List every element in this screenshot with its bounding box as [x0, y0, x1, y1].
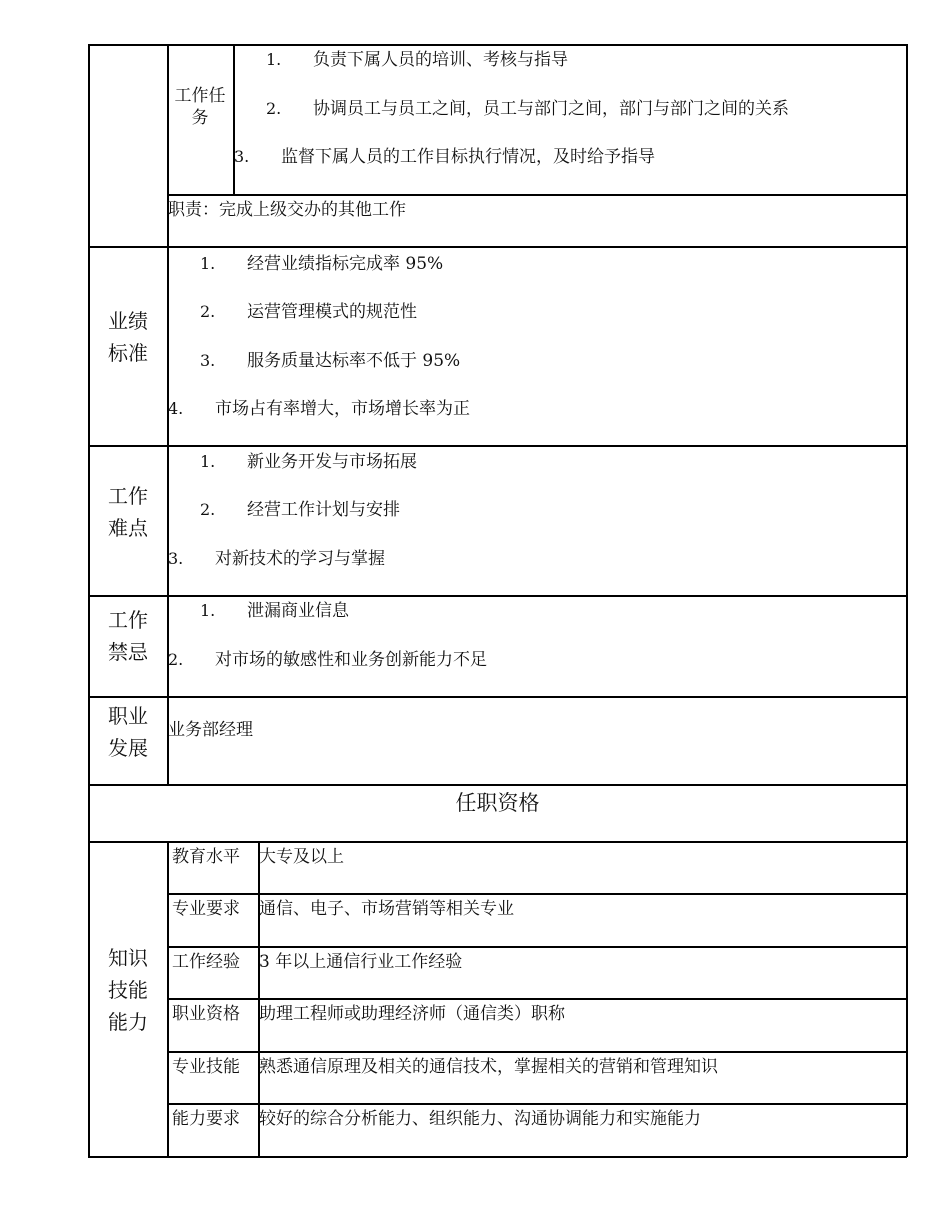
- tasks-label: 工作任务: [174, 86, 226, 128]
- taboos-label-line2: 禁忌: [108, 640, 148, 664]
- difficulties-label: [89, 480, 167, 544]
- qual-row-4-label: 职业资格: [172, 1004, 240, 1024]
- section-line-2: [88, 445, 907, 447]
- performance-2-number: 2.: [200, 302, 216, 321]
- taboos-label: [89, 604, 167, 668]
- task-2-text: 协调员工与员工之间，员工与部门之间，部门与部门之间的关系: [313, 99, 789, 119]
- performance-label-line2: 标准: [108, 341, 148, 365]
- tasks-label-divider: [233, 44, 235, 195]
- qual-row-3-value: 3 年以上通信行业工作经验: [259, 952, 463, 972]
- career-label-line1: 职业: [108, 704, 148, 728]
- qual-row-line-1: [167, 893, 907, 895]
- qual-row-line-5: [167, 1103, 907, 1105]
- performance-2-text: 运营管理模式的规范性: [247, 302, 417, 322]
- career-text: 业务部经理: [168, 720, 253, 740]
- task-3-text: 监督下属人员的工作目标执行情况，及时给予指导: [281, 147, 655, 167]
- performance-label-line1: 业绩: [108, 309, 148, 333]
- table-border-bottom: [88, 1156, 907, 1158]
- taboo-1-number: 1.: [200, 601, 216, 620]
- taboo-1-text: 泄漏商业信息: [247, 601, 349, 621]
- section-line-1: [88, 246, 907, 248]
- performance-label: [89, 305, 167, 369]
- qual-row-1-value: 大专及以上: [259, 847, 344, 867]
- difficulties-label-line2: 难点: [108, 516, 148, 540]
- qualifications-label-line1: 知识: [108, 946, 148, 970]
- task-1-text: 负责下属人员的培训、考核与指导: [313, 50, 568, 70]
- task-3-number: 3.: [234, 147, 250, 166]
- taboos-label-line1: 工作: [108, 608, 148, 632]
- performance-4-text: 市场占有率增大，市场增长率为正: [215, 399, 470, 419]
- qual-row-line-2: [167, 946, 907, 948]
- performance-3-text: 服务质量达标率不低于 95%: [247, 351, 461, 371]
- difficulty-2-number: 2.: [200, 500, 216, 519]
- section-line-4: [88, 696, 907, 698]
- qualifications-label: [89, 942, 167, 1038]
- table-border-top: [88, 44, 907, 46]
- section-line-5: [88, 784, 907, 786]
- qual-row-4-value: 助理工程师或助理经济师（通信类）职称: [259, 1004, 565, 1024]
- career-label-line2: 发展: [108, 736, 148, 760]
- task-2-number: 2.: [266, 99, 282, 118]
- taboo-2-text: 对市场的敏感性和业务创新能力不足: [215, 650, 487, 670]
- section-line-3: [88, 595, 907, 597]
- qualifications-label-line2: 技能: [108, 978, 148, 1002]
- qual-row-line-3: [167, 998, 907, 1000]
- qual-row-3-label: 工作经验: [172, 952, 240, 972]
- task-1-number: 1.: [266, 50, 282, 69]
- duty-text: 职责：完成上级交办的其他工作: [168, 200, 406, 220]
- performance-1-text: 经营业绩指标完成率 95%: [247, 254, 444, 274]
- difficulty-3-number: 3.: [168, 549, 184, 568]
- difficulty-1-text: 新业务开发与市场拓展: [247, 452, 417, 472]
- table-border-right: [906, 44, 908, 1157]
- qual-row-5-label: 专业技能: [172, 1057, 240, 1077]
- performance-1-number: 1.: [200, 254, 216, 273]
- qual-row-1-label: 教育水平: [172, 847, 240, 867]
- taboo-2-number: 2.: [168, 650, 184, 669]
- qual-row-2-value: 通信、电子、市场营销等相关专业: [259, 899, 514, 919]
- performance-4-number: 4.: [168, 399, 184, 418]
- difficulty-3-text: 对新技术的学习与掌握: [215, 549, 385, 569]
- qual-row-2-label: 专业要求: [172, 899, 240, 919]
- difficulty-2-text: 经营工作计划与安排: [247, 500, 400, 520]
- qualifications-label-line3: 能力: [108, 1010, 148, 1034]
- section-line-6: [88, 841, 907, 843]
- qual-row-6-label: 能力要求: [172, 1109, 240, 1129]
- qualifications-title: 任职资格: [455, 791, 540, 815]
- difficulties-label-line1: 工作: [108, 484, 148, 508]
- qual-row-5-value: 熟悉通信原理及相关的通信技术，掌握相关的营销和管理知识: [259, 1057, 718, 1077]
- career-label: [89, 700, 167, 764]
- difficulty-1-number: 1.: [200, 452, 216, 471]
- qual-row-6-value: 较好的综合分析能力、组织能力、沟通协调能力和实施能力: [259, 1109, 701, 1129]
- performance-3-number: 3.: [200, 351, 216, 370]
- qual-row-line-4: [167, 1051, 907, 1053]
- tasks-bottom-line: [167, 194, 907, 196]
